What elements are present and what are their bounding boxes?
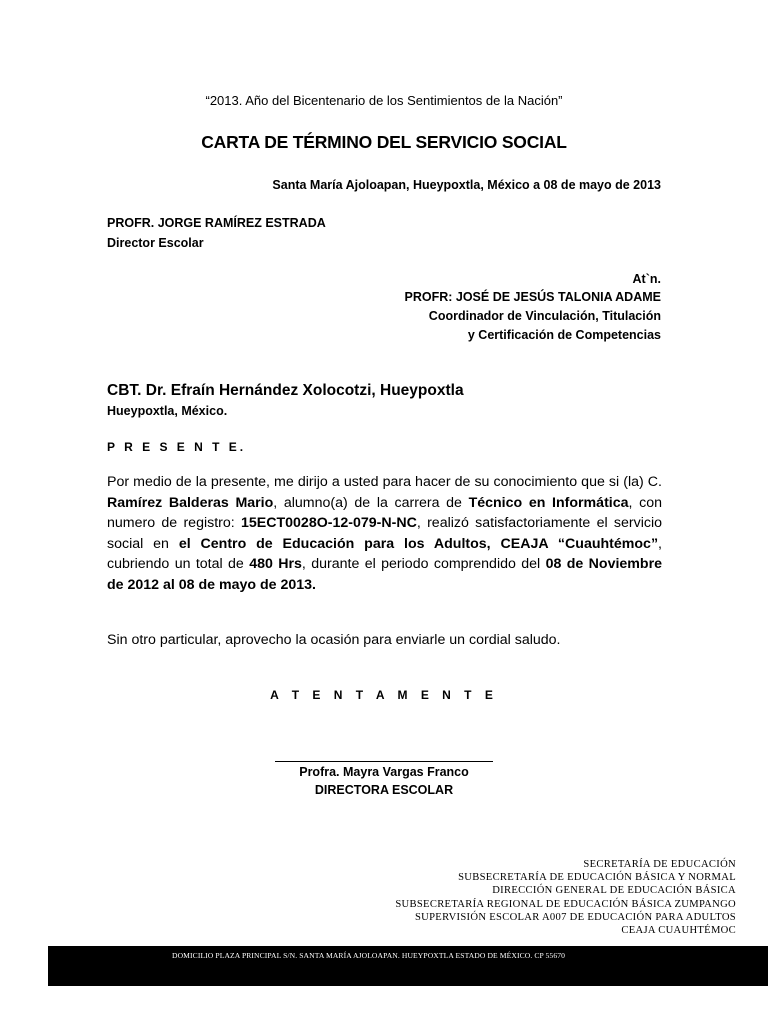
- school-location: Hueypoxtla, México.: [107, 404, 228, 418]
- signatory-name: Profra. Mayra Vargas Franco: [299, 765, 469, 779]
- attention-role-line1: Coordinador de Vinculación, Titulación: [428, 309, 661, 323]
- registry-number: 15ECT0028O-12-079-N-NC: [241, 515, 417, 532]
- agency-line: SUPERVISIÓN ESCOLAR A007 DE EDUCACIÓN PARA ADULTOS: [414, 911, 736, 923]
- body-text-4: , realizó satisfactoriamente el servicio social en: [107, 515, 662, 552]
- attention-label: At`n.: [632, 272, 661, 286]
- service-place: el Centro de Educación para los Adultos, CEAJA “Cuauhtémoc”: [178, 535, 659, 552]
- body-text-3: , con numero de registro:: [107, 494, 662, 532]
- service-hours: 480 Hrs: [249, 556, 302, 573]
- signature-line: [275, 761, 493, 762]
- agency-line: SUBSECRETARÍA REGIONAL DE EDUCACIÓN BÁSICA ZUMPANGO: [395, 898, 736, 910]
- service-period: 08 de Noviembre de 2012 al 08 de mayo de 2013.: [107, 556, 662, 593]
- body-text-6: , durante el periodo comprendido del: [301, 556, 546, 573]
- footer-address: DOMICILIO PLAZA PRINCIPAL S/N. SANTA MARÍA AJOLOAPAN. HUEYPOXTLA ESTADO DE MÉXICO. CP 55670: [172, 951, 566, 960]
- footer-bar: [48, 946, 768, 986]
- school-name: CBT. Dr. Efraín Hernández Xolocotzi, Hueypoxtla: [107, 382, 464, 399]
- agency-line: CEAJA CUAUHTÉMOC: [621, 925, 736, 937]
- recipient-name: PROFR. JORGE RAMÍREZ ESTRADA: [107, 216, 326, 230]
- agency-line: SECRETARÍA DE EDUCACIÓN: [583, 859, 736, 870]
- motto: “2013. Año del Bicentenario de los Sentimientos de la Nación”: [205, 93, 563, 108]
- attention-role-line2: y Certificación de Competencias: [467, 328, 661, 342]
- body-text-2: , alumno(a) de la carrera de: [273, 494, 469, 511]
- agency-block: [395, 858, 736, 937]
- closing-text: Sin otro particular, aprovecho la ocasión para enviarle un cordial saludo.: [107, 632, 561, 648]
- body-text-1: Por medio de la presente, me dirijo a usted para hacer de su conocimiento que si (la) C.: [107, 474, 662, 490]
- valediction: A T E N T A M E N T E: [270, 688, 498, 702]
- place-date: Santa María Ajoloapan, Hueypoxtla, México a 08 de mayo de 2013: [272, 178, 661, 192]
- student-name: Ramírez Balderas Mario: [107, 494, 274, 511]
- attention-name: PROFR: JOSÉ DE JESÚS TALONIA ADAME: [404, 290, 661, 304]
- body-text-5: , cubriendo un total de: [107, 535, 662, 573]
- recipient-role: Director Escolar: [107, 236, 204, 250]
- agency-line: SUBSECRETARÍA DE EDUCACIÓN BÁSICA Y NORMAL: [458, 872, 736, 884]
- career-name: Técnico en Informática: [468, 494, 629, 511]
- agency-line: DIRECCIÓN GENERAL DE EDUCACIÓN BÁSICA: [492, 885, 736, 897]
- signatory-role: DIRECTORA ESCOLAR: [314, 783, 454, 797]
- salutation: P R E S E N T E.: [107, 440, 247, 454]
- body-paragraph: [107, 472, 662, 596]
- page-title: CARTA DE TÉRMINO DEL SERVICIO SOCIAL: [201, 132, 567, 152]
